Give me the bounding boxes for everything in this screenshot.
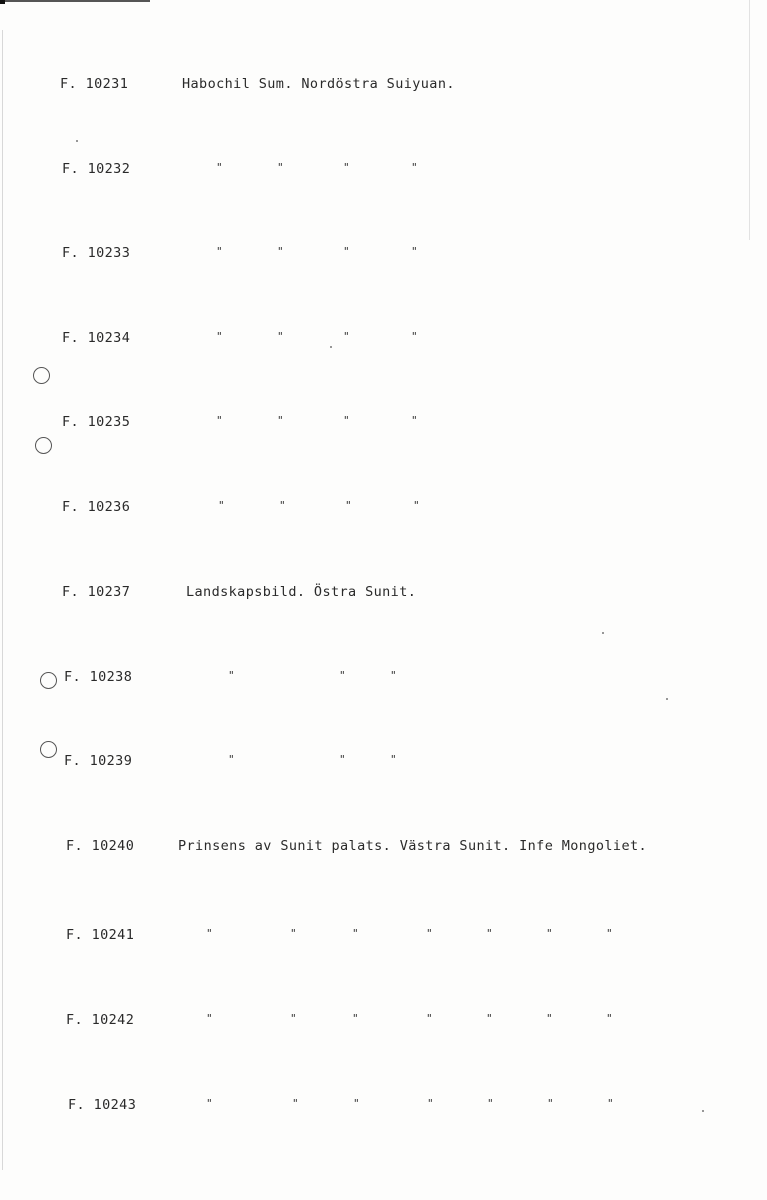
ditto-mark: " xyxy=(390,669,398,682)
ditto-mark: " xyxy=(277,161,285,174)
ditto-mark: " xyxy=(606,927,614,940)
ditto-mark: " xyxy=(411,414,419,427)
catalog-entry xyxy=(0,499,740,519)
ditto-mark: " xyxy=(216,330,224,343)
ditto-mark: " xyxy=(352,927,360,940)
ditto-mark: " xyxy=(343,414,351,427)
ditto-mark: " xyxy=(292,1097,300,1110)
ditto-mark: " xyxy=(290,1012,298,1025)
catalog-entry xyxy=(0,669,740,689)
ditto-mark: " xyxy=(339,753,347,766)
ditto-mark: " xyxy=(343,245,351,258)
entry-caption: Landskapsbild. Östra Sunit. xyxy=(186,584,417,600)
entry-caption: Prinsens av Sunit palats. Västra Sunit. Infe Mongoliet. xyxy=(178,838,648,854)
catalog-entry xyxy=(0,161,740,181)
speck xyxy=(666,698,668,700)
catalog-entry xyxy=(0,753,740,773)
catalog-number: F. 10238 xyxy=(64,669,133,685)
ditto-mark: " xyxy=(411,161,419,174)
ditto-mark: " xyxy=(413,499,421,512)
ditto-mark: " xyxy=(426,927,434,940)
ditto-mark: " xyxy=(216,161,224,174)
catalog-number: F. 10235 xyxy=(62,414,131,430)
punch-hole-1 xyxy=(33,367,50,384)
ditto-mark: " xyxy=(546,1012,554,1025)
catalog-entry xyxy=(0,76,740,96)
ditto-mark: " xyxy=(486,927,494,940)
ditto-mark: " xyxy=(277,414,285,427)
ditto-mark: " xyxy=(345,499,353,512)
speck xyxy=(76,140,78,142)
punch-hole-2 xyxy=(35,437,52,454)
ditto-mark: " xyxy=(216,414,224,427)
ditto-mark: " xyxy=(411,245,419,258)
ditto-mark: " xyxy=(228,753,236,766)
top-rule xyxy=(0,0,150,2)
catalog-number: F. 10232 xyxy=(62,161,131,177)
ditto-mark: " xyxy=(343,161,351,174)
ditto-mark: " xyxy=(411,330,419,343)
speck xyxy=(602,632,604,634)
catalog-number: F. 10243 xyxy=(68,1097,137,1113)
ditto-mark: " xyxy=(206,927,214,940)
ditto-mark: " xyxy=(228,669,236,682)
catalog-number: F. 10231 xyxy=(60,76,129,92)
ditto-mark: " xyxy=(486,1012,494,1025)
ditto-mark: " xyxy=(343,330,351,343)
ditto-mark: " xyxy=(206,1012,214,1025)
catalog-entry xyxy=(0,245,740,265)
catalog-entry xyxy=(0,584,740,604)
ditto-mark: " xyxy=(216,245,224,258)
ditto-mark: " xyxy=(390,753,398,766)
catalog-number: F. 10233 xyxy=(62,245,131,261)
corner-mark xyxy=(0,0,5,4)
ditto-mark: " xyxy=(277,330,285,343)
catalog-entry xyxy=(0,414,740,434)
ditto-mark: " xyxy=(352,1012,360,1025)
catalog-number: F. 10234 xyxy=(62,330,131,346)
ditto-mark: " xyxy=(606,1012,614,1025)
ditto-mark: " xyxy=(206,1097,214,1110)
catalog-entry xyxy=(0,1097,740,1117)
catalog-number: F. 10242 xyxy=(66,1012,135,1028)
catalog-entry xyxy=(0,330,740,350)
catalog-number: F. 10237 xyxy=(62,584,131,600)
entry-caption: Habochil Sum. Nordöstra Suiyuan. xyxy=(182,76,455,92)
ditto-mark: " xyxy=(277,245,285,258)
right-page-edge xyxy=(749,0,750,240)
ditto-mark: " xyxy=(279,499,287,512)
ditto-mark: " xyxy=(218,499,226,512)
catalog-entry xyxy=(0,927,740,947)
ditto-mark: " xyxy=(290,927,298,940)
catalog-number: F. 10241 xyxy=(66,927,135,943)
catalog-number: F. 10239 xyxy=(64,753,133,769)
ditto-mark: " xyxy=(607,1097,615,1110)
catalog-number: F. 10240 xyxy=(66,838,135,854)
ditto-mark: " xyxy=(546,927,554,940)
catalog-number: F. 10236 xyxy=(62,499,131,515)
catalog-entry xyxy=(0,1012,740,1032)
ditto-mark: " xyxy=(339,669,347,682)
catalog-entry xyxy=(0,838,740,858)
ditto-mark: " xyxy=(427,1097,435,1110)
ditto-mark: " xyxy=(487,1097,495,1110)
ditto-mark: " xyxy=(353,1097,361,1110)
ditto-mark: " xyxy=(547,1097,555,1110)
ditto-mark: " xyxy=(426,1012,434,1025)
